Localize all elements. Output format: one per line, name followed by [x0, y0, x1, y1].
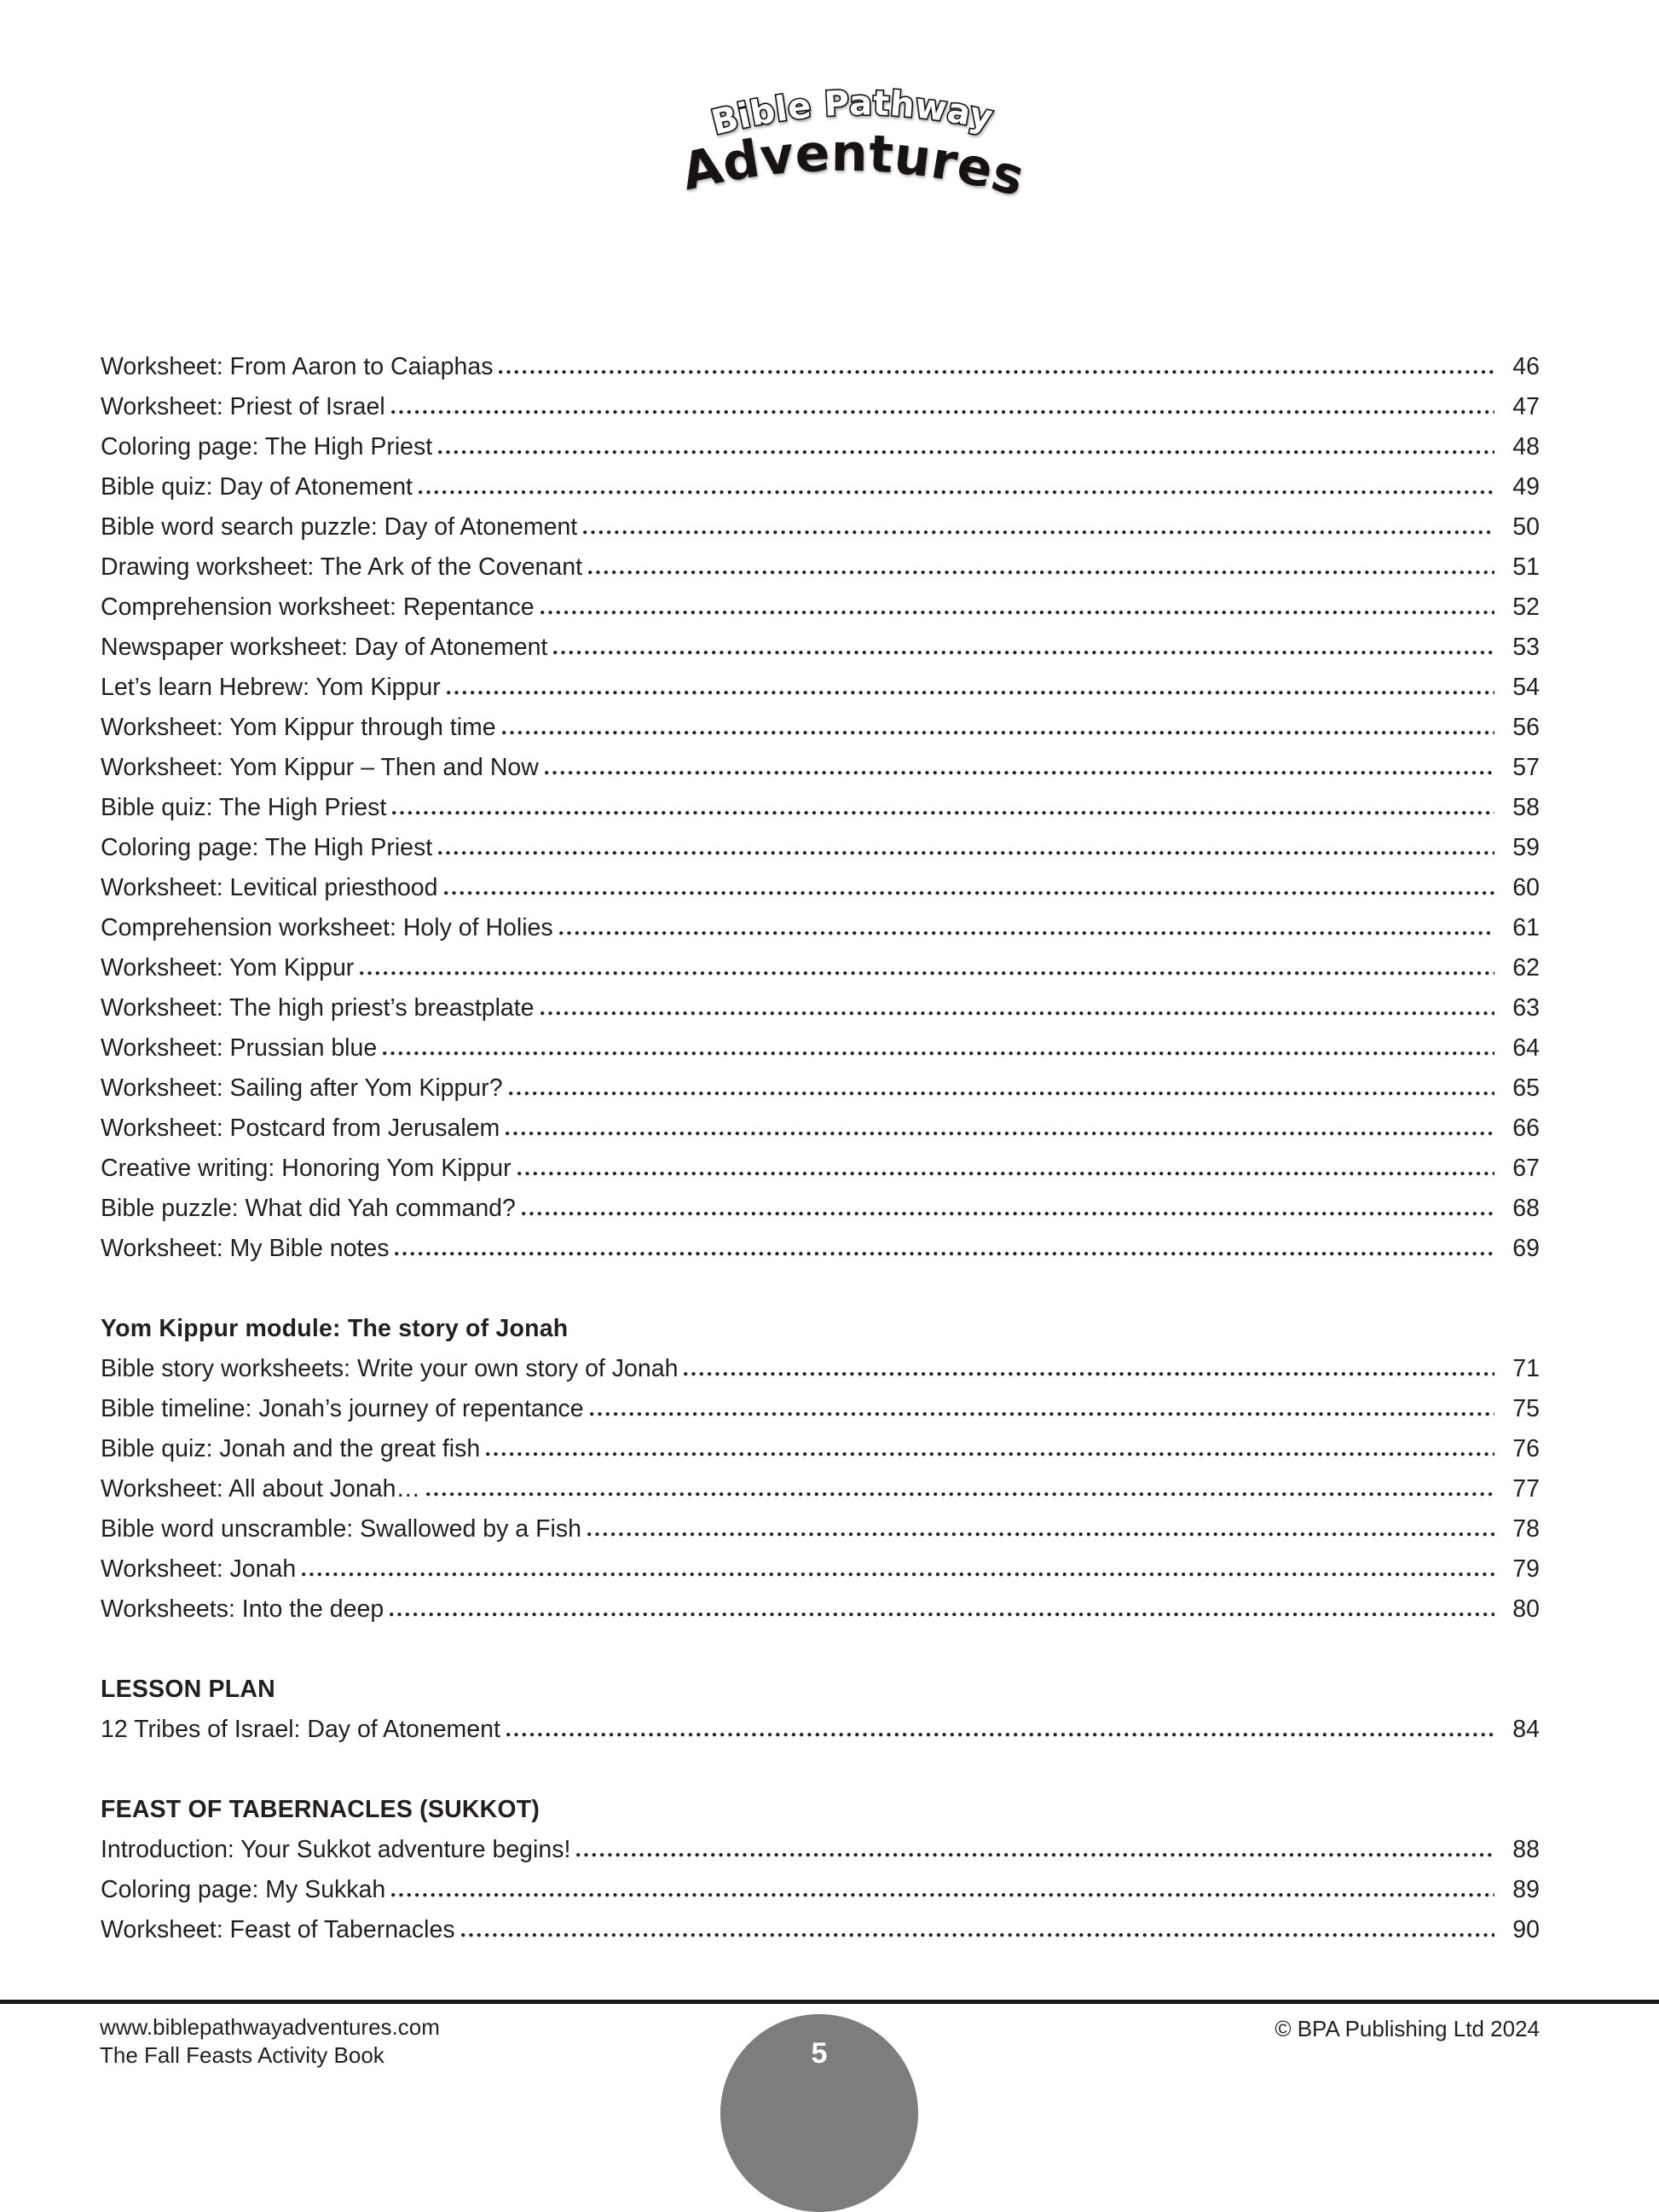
toc-row — [101, 387, 1540, 427]
bible-pathway-adventures-logo — [631, 82, 1074, 218]
toc-entry-label: Worksheet: From Aaron to Caiaphas — [101, 353, 494, 380]
toc-entry-page-number: 52 — [1512, 594, 1540, 621]
toc-entry-label: Creative writing: Honoring Yom Kippur — [101, 1155, 512, 1182]
toc-entry-page-number: 46 — [1512, 353, 1540, 380]
toc-row — [101, 507, 1540, 547]
toc-row — [101, 347, 1540, 387]
toc-entry-label: Coloring page: My Sukkah — [101, 1876, 386, 1903]
toc-entry-page-number: 68 — [1512, 1195, 1540, 1222]
toc-entry-label: Worksheet: Jonah — [101, 1555, 297, 1583]
toc-entry-label: Worksheet: Yom Kippur — [101, 954, 355, 982]
toc-row — [101, 588, 1540, 628]
toc-entry-label: Worksheet: Priest of Israel — [101, 393, 385, 420]
toc-entry-page-number: 78 — [1512, 1515, 1540, 1543]
toc-dot-leader — [394, 1251, 1494, 1256]
toc-entry-page-number: 63 — [1512, 994, 1540, 1022]
toc-entry-label: Bible puzzle: What did Yah command? — [101, 1195, 516, 1222]
toc-dot-leader — [544, 770, 1494, 775]
toc-entry-page-number: 88 — [1512, 1836, 1540, 1863]
toc-entry-label: Worksheet: Feast of Tabernacles — [101, 1916, 455, 1943]
toc-dot-leader — [683, 1371, 1494, 1376]
toc-entry-page-number: 58 — [1512, 794, 1540, 821]
toc-dot-leader — [501, 730, 1494, 735]
toc-dot-leader — [517, 1171, 1494, 1176]
toc-dot-leader — [359, 970, 1494, 976]
toc-entry-page-number: 48 — [1512, 433, 1540, 460]
toc-dot-leader — [425, 1491, 1494, 1497]
toc-row — [101, 668, 1540, 708]
toc-entry-page-number: 66 — [1512, 1115, 1540, 1142]
footer-divider — [0, 2000, 1659, 2004]
toc-entry-label: Introduction: Your Sukkot adventure begins! — [101, 1836, 571, 1863]
toc-row — [101, 1830, 1540, 1870]
toc-dot-leader — [437, 850, 1494, 855]
toc-entry-page-number: 76 — [1512, 1435, 1540, 1462]
toc-dot-leader — [587, 1532, 1494, 1537]
toc-row — [101, 1068, 1540, 1109]
toc-row — [101, 1229, 1540, 1269]
toc-entry-label: Worksheet: Postcard from Jerusalem — [101, 1115, 500, 1142]
toc-row — [101, 868, 1540, 908]
toc-row — [101, 467, 1540, 507]
toc-entry-label: Bible quiz: Day of Atonement — [101, 473, 413, 501]
toc-entry-page-number: 47 — [1512, 393, 1540, 420]
toc-entry-page-number: 75 — [1512, 1395, 1540, 1422]
toc-entry-label: Bible quiz: Jonah and the great fish — [101, 1435, 481, 1462]
toc-row — [101, 1389, 1540, 1429]
toc-row — [101, 988, 1540, 1028]
toc-row — [101, 1028, 1540, 1068]
toc-row — [101, 1549, 1540, 1590]
toc-entry-page-number: 62 — [1512, 954, 1540, 982]
toc-dot-leader — [391, 810, 1494, 815]
toc-entry-page-number: 49 — [1512, 473, 1540, 501]
toc-entry-page-number: 80 — [1512, 1595, 1540, 1623]
toc-row — [101, 1429, 1540, 1469]
toc-entry-label: Worksheet: Yom Kippur – Then and Now — [101, 754, 539, 781]
toc-row — [101, 1109, 1540, 1149]
toc-section-header: LESSON PLAN — [101, 1676, 275, 1703]
toc-row — [101, 908, 1540, 948]
toc-entry-page-number: 69 — [1512, 1235, 1540, 1262]
toc-dot-leader — [589, 1411, 1494, 1416]
toc-dot-leader — [390, 409, 1494, 414]
toc-dot-leader — [505, 1131, 1494, 1136]
toc-row — [101, 748, 1540, 788]
toc-entry-page-number: 90 — [1512, 1916, 1540, 1943]
toc-entry-page-number: 61 — [1512, 914, 1540, 941]
logo-text-bible-pathway: Bible Pathway — [708, 84, 997, 143]
toc-entry-page-number: 77 — [1512, 1475, 1540, 1503]
toc-section-header: FEAST OF TABERNACLES (SUKKOT) — [101, 1796, 540, 1823]
toc-row — [101, 828, 1540, 868]
toc-row — [101, 1349, 1540, 1389]
toc-row — [101, 788, 1540, 828]
page-number: 5 — [811, 2037, 828, 2070]
toc-section — [101, 1670, 1540, 1750]
toc-entry-label: Coloring page: The High Priest — [101, 433, 433, 460]
toc-dot-leader — [587, 570, 1494, 575]
toc-dot-leader — [443, 890, 1494, 895]
toc-entry-label: Worksheet: My Bible notes — [101, 1235, 390, 1262]
toc-dot-leader — [508, 1091, 1494, 1096]
logo-text-adventures: Adventures — [676, 123, 1032, 209]
toc-section-header: Yom Kippur module: The story of Jonah — [101, 1315, 569, 1342]
logo-art — [631, 82, 1074, 218]
toc-dot-leader — [575, 1852, 1494, 1857]
toc-entry-label: Bible timeline: Jonah’s journey of repentance — [101, 1395, 584, 1422]
toc-entry-label: Worksheet: Prussian blue — [101, 1034, 378, 1062]
toc-dot-leader — [437, 449, 1494, 455]
toc-row — [101, 1910, 1540, 1950]
footer-left-block — [100, 2013, 440, 2070]
toc-row — [101, 1509, 1540, 1549]
toc-entry-page-number: 89 — [1512, 1876, 1540, 1903]
toc-dot-leader — [521, 1211, 1494, 1216]
toc-row — [101, 1189, 1540, 1229]
toc-entry-page-number: 84 — [1512, 1716, 1540, 1743]
toc-entry-page-number: 51 — [1512, 553, 1540, 581]
toc-row — [101, 708, 1540, 748]
toc-entry-page-number: 59 — [1512, 834, 1540, 861]
toc-entry-label: Worksheet: Sailing after Yom Kippur? — [101, 1074, 503, 1102]
toc-entry-label: Coloring page: The High Priest — [101, 834, 433, 861]
toc-entry-label: Let’s learn Hebrew: Yom Kippur — [101, 674, 441, 701]
toc-section — [101, 347, 1540, 1269]
toc-entry-page-number: 60 — [1512, 874, 1540, 901]
footer-copyright: © BPA Publishing Ltd 2024 — [1275, 2016, 1540, 2041]
toc-dot-leader — [540, 610, 1494, 615]
page-number-badge — [720, 2014, 918, 2212]
toc-entry-label: Comprehension worksheet: Repentance — [101, 594, 535, 621]
toc-entry-label: Bible quiz: The High Priest — [101, 794, 387, 821]
footer-website: www.biblepathwayadventures.com — [100, 2014, 440, 2040]
toc-entry-label: Worksheet: Yom Kippur through time — [101, 714, 496, 741]
toc-entry-page-number: 56 — [1512, 714, 1540, 741]
toc-entry-page-number: 79 — [1512, 1555, 1540, 1583]
toc-row — [101, 1590, 1540, 1630]
toc-row — [101, 547, 1540, 588]
toc-entry-label: Bible word search puzzle: Day of Atonement — [101, 513, 578, 541]
toc-dot-leader — [390, 1892, 1494, 1897]
toc-row — [101, 1469, 1540, 1509]
toc-entry-label: Comprehension worksheet: Holy of Holies — [101, 914, 553, 941]
toc-dot-leader — [418, 489, 1494, 495]
toc-entry-label: Worksheet: All about Jonah… — [101, 1475, 420, 1503]
toc-dot-leader — [498, 369, 1494, 374]
toc-row — [101, 427, 1540, 467]
toc-entry-page-number: 57 — [1512, 754, 1540, 781]
toc-entry-label: Bible story worksheets: Write your own story of Jonah — [101, 1355, 679, 1382]
toc-dot-leader — [301, 1572, 1494, 1577]
toc-dot-leader — [582, 530, 1494, 535]
toc-entry-label: Drawing worksheet: The Ark of the Covenant — [101, 553, 583, 581]
toc-section — [101, 1790, 1540, 1950]
toc-row — [101, 1870, 1540, 1910]
footer-book-title: The Fall Feasts Activity Book — [100, 2042, 384, 2068]
toc-dot-leader — [382, 1051, 1494, 1056]
toc-dot-leader — [558, 930, 1494, 935]
toc-entry-label: Bible word unscramble: Swallowed by a Fish — [101, 1515, 581, 1543]
toc-entry-page-number: 71 — [1512, 1355, 1540, 1382]
toc-dot-leader — [460, 1932, 1494, 1937]
toc-section — [101, 1309, 1540, 1630]
toc-dot-leader — [389, 1612, 1494, 1617]
toc-entry-label: 12 Tribes of Israel: Day of Atonement — [101, 1716, 500, 1743]
toc-dot-leader — [485, 1451, 1494, 1456]
toc-entry-page-number: 50 — [1512, 513, 1540, 541]
toc-entry-page-number: 53 — [1512, 634, 1540, 661]
toc-row — [101, 1149, 1540, 1189]
toc-entry-page-number: 67 — [1512, 1155, 1540, 1182]
toc-entry-page-number: 64 — [1512, 1034, 1540, 1062]
toc-row — [101, 1710, 1540, 1750]
toc-dot-leader — [552, 650, 1494, 655]
toc-dot-leader — [506, 1732, 1494, 1737]
toc-dot-leader — [446, 690, 1494, 695]
toc-entry-label: Worksheets: Into the deep — [101, 1595, 384, 1623]
toc-entry-label: Worksheet: The high priest’s breastplate — [101, 994, 535, 1022]
toc-entry-page-number: 65 — [1512, 1074, 1540, 1102]
toc-entry-page-number: 54 — [1512, 674, 1540, 701]
toc-entry-label: Newspaper worksheet: Day of Atonement — [101, 634, 548, 661]
toc-row — [101, 948, 1540, 988]
toc-row — [101, 628, 1540, 668]
toc-dot-leader — [540, 1010, 1494, 1016]
table-of-contents — [101, 347, 1540, 1950]
toc-entry-label: Worksheet: Levitical priesthood — [101, 874, 438, 901]
